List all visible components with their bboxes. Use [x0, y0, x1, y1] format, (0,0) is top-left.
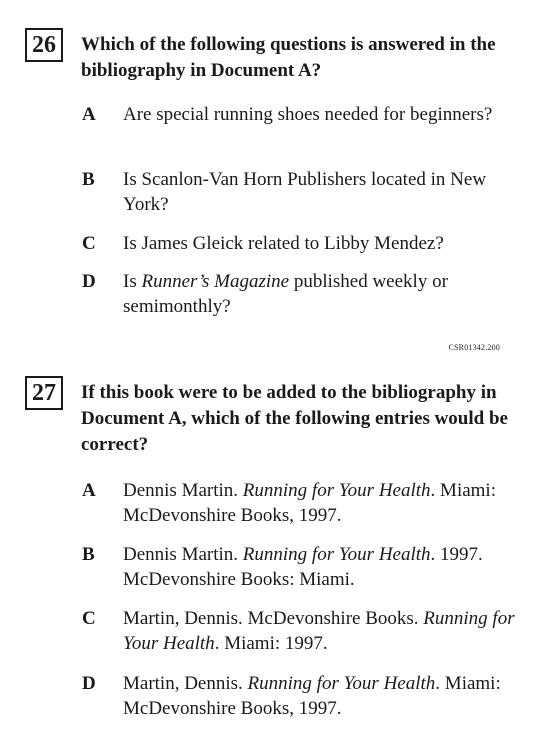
- question-number-box: 27: [25, 376, 63, 410]
- choice-letter: A: [82, 480, 96, 501]
- italic-title: Running for Your Health: [123, 608, 515, 654]
- item-code: CSR01342.200: [448, 343, 500, 352]
- choice-letter: B: [82, 544, 95, 565]
- choice-letter: C: [82, 608, 96, 629]
- choice-text: Is Scanlon-Van Horn Publishers located in New York?: [123, 169, 487, 215]
- choice-text: Martin, Dennis. McDevonshire Books. Running for Your Health. Miami: 1997.: [123, 608, 515, 654]
- choice-letter: D: [82, 271, 96, 292]
- question-stem: If this book were to be added to the bibliography in Document A, which of the following entries would be correct?: [81, 382, 508, 455]
- choice-text: Is Runner’s Magazine published weekly or semimonthly?: [123, 271, 448, 317]
- choice-letter: D: [82, 673, 96, 694]
- italic-title: Runner’s Magazine: [141, 271, 290, 292]
- choice-text: Dennis Martin. Running for Your Health. Miami: McDevonshire Books, 1997.: [123, 480, 496, 526]
- choice-text: Dennis Martin. Running for Your Health. 1997. McDevonshire Books: Miami.: [123, 544, 483, 590]
- choice-letter: A: [82, 104, 96, 125]
- question-number-box: 26: [25, 28, 63, 62]
- italic-title: Running for Your Health: [242, 480, 431, 501]
- choice-letter: C: [82, 233, 96, 254]
- choice-letter: B: [82, 169, 95, 190]
- italic-title: Running for Your Health: [242, 544, 431, 565]
- choice-text: Martin, Dennis. Running for Your Health. Miami: McDevonshire Books, 1997.: [123, 673, 501, 719]
- choice-text: Is James Gleick related to Libby Mendez?: [123, 233, 444, 254]
- italic-title: Running for Your Health: [247, 673, 436, 694]
- question-stem: Which of the following questions is answered in the bibliography in Document A?: [81, 34, 496, 81]
- choice-text: Are special running shoes needed for beginners?: [123, 104, 493, 125]
